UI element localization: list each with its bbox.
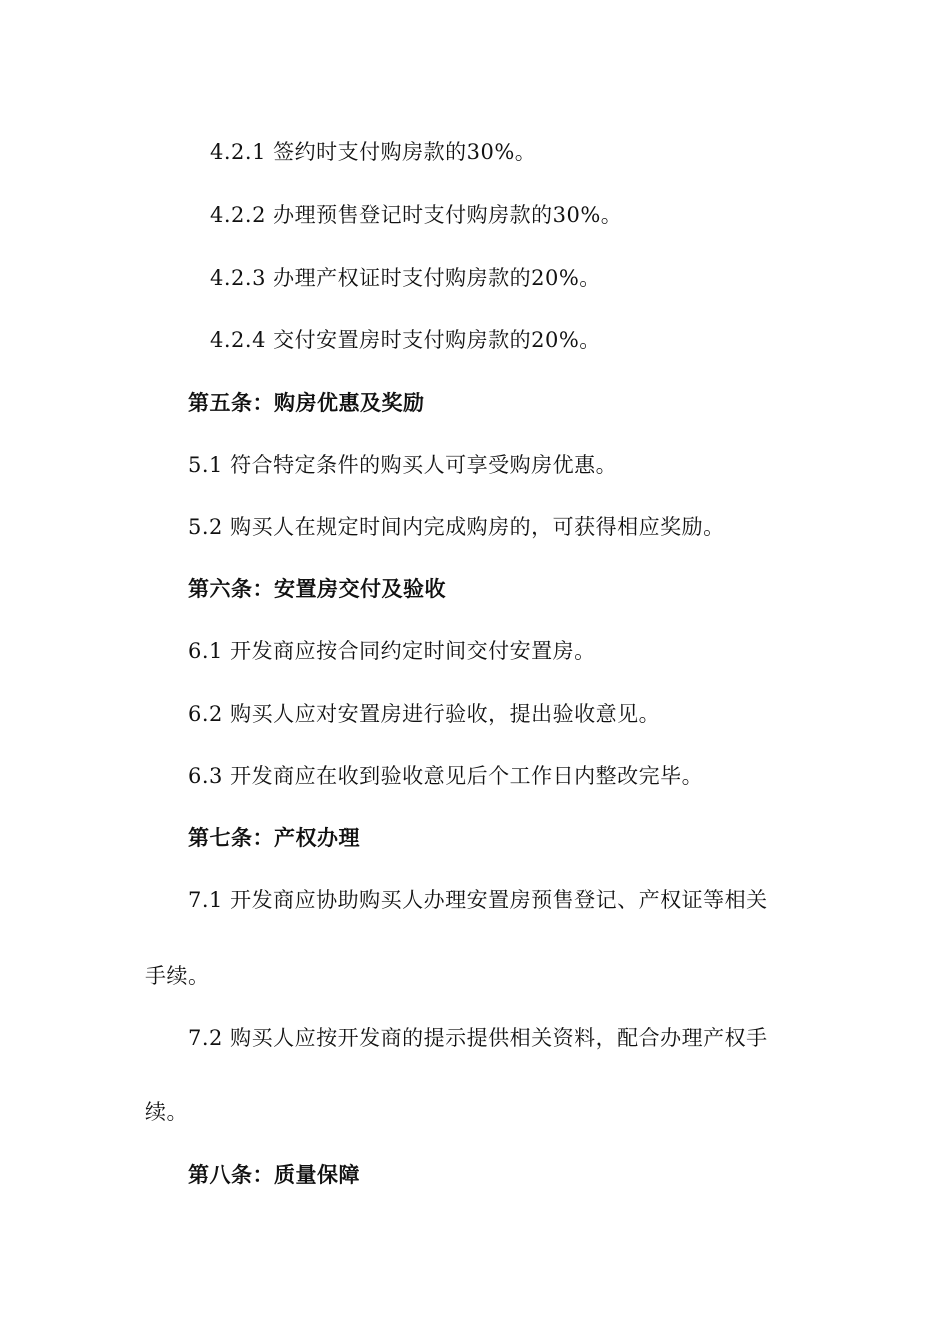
clause-4-2-1: 4.2.1 签约时支付购房款的30%。	[210, 140, 537, 164]
section-heading-8: 第八条：质量保障	[188, 1163, 360, 1187]
clause-4-2-4: 4.2.4 交付安置房时支付购房款的20%。	[210, 328, 601, 352]
clause-6-1: 6.1 开发商应按合同约定时间交付安置房。	[188, 639, 596, 663]
section-heading-5: 第五条：购房优惠及奖励	[188, 391, 425, 415]
clause-7-2-continued: 续。	[145, 1100, 188, 1124]
clause-7-2: 7.2 购买人应按开发商的提示提供相关资料，配合办理产权手	[188, 1026, 768, 1050]
clause-7-1-continued: 手续。	[145, 964, 210, 988]
section-heading-6: 第六条：安置房交付及验收	[188, 577, 446, 601]
clause-6-3: 6.3 开发商应在收到验收意见后个工作日内整改完毕。	[188, 764, 704, 788]
clause-4-2-3: 4.2.3 办理产权证时支付购房款的20%。	[210, 266, 601, 290]
clause-5-2: 5.2 购买人在规定时间内完成购房的，可获得相应奖励。	[188, 515, 725, 539]
clause-5-1: 5.1 符合特定条件的购买人可享受购房优惠。	[188, 453, 618, 477]
clause-7-1: 7.1 开发商应协助购买人办理安置房预售登记、产权证等相关	[188, 888, 768, 912]
clause-4-2-2: 4.2.2 办理预售登记时支付购房款的30%。	[210, 203, 623, 227]
clause-6-2: 6.2 购买人应对安置房进行验收，提出验收意见。	[188, 702, 661, 726]
section-heading-7: 第七条：产权办理	[188, 826, 360, 850]
